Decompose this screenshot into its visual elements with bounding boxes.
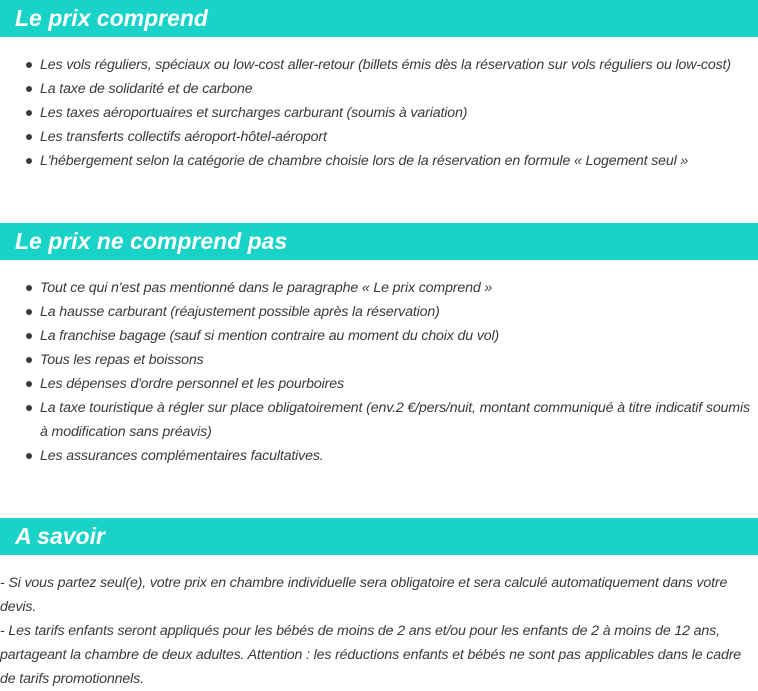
bullet-icon xyxy=(26,309,32,315)
list-item: Les dépenses d'ordre personnel et les pourboires xyxy=(0,372,758,396)
list-item: La taxe de solidarité et de carbone xyxy=(0,77,758,101)
bullet-icon xyxy=(26,62,32,68)
bullet-icon xyxy=(26,357,32,363)
section-title-included: Le prix comprend xyxy=(0,0,758,37)
info-paragraph: - Si vous partez seul(e), votre prix en chambre individuelle sera obligatoire et sera calculé automatiquement dans votre devis. xyxy=(0,575,728,615)
list-item: La hausse carburant (réajustement possible après la réservation) xyxy=(0,300,758,324)
bullet-icon xyxy=(26,285,32,291)
list-item: Les assurances complémentaires facultatives. xyxy=(0,444,758,468)
bullet-icon xyxy=(26,405,32,411)
list-item: Tous les repas et boissons xyxy=(0,348,758,372)
list-item: La franchise bagage (sauf si mention contraire au moment du choix du vol) xyxy=(0,324,758,348)
list-item: La taxe touristique à régler sur place obligatoirement (env.2 €/pers/nuit, montant communiqué à titre indicatif soumis à modification sans préavis) xyxy=(0,396,758,444)
bullet-icon xyxy=(26,110,32,116)
excluded-list xyxy=(0,276,758,468)
list-item: Les vols réguliers, spéciaux ou low-cost aller-retour (billets émis dès la réservation sur vols réguliers ou low-cost) xyxy=(0,53,758,77)
list-item: Les transferts collectifs aéroport-hôtel-aéroport xyxy=(0,125,758,149)
bullet-icon xyxy=(26,158,32,164)
list-item: Tout ce qui n'est pas mentionné dans le paragraphe « Le prix comprend » xyxy=(0,276,758,300)
info-paragraph: - Les tarifs enfants seront appliqués pour les bébés de moins de 2 ans et/ou pour les enfants de 2 à moins de 12 ans, partageant la chambre de deux adultes. Attention : les réductions enfants et bébés ne sont pas applicables dans le cadre de tarifs promotionnels. xyxy=(0,623,742,687)
list-item: Les taxes aéroportuaires et surcharges carburant (soumis à variation) xyxy=(0,101,758,125)
list-item: L'hébergement selon la catégorie de chambre choisie lors de la réservation en formule « Logement seul » xyxy=(0,149,758,173)
included-list xyxy=(0,53,758,173)
section-title-excluded: Le prix ne comprend pas xyxy=(0,223,758,260)
bullet-icon xyxy=(26,453,32,459)
bullet-icon xyxy=(26,333,32,339)
bullet-icon xyxy=(26,134,32,140)
bullet-icon xyxy=(26,381,32,387)
bullet-icon xyxy=(26,86,32,92)
section-title-info: A savoir xyxy=(0,518,758,555)
